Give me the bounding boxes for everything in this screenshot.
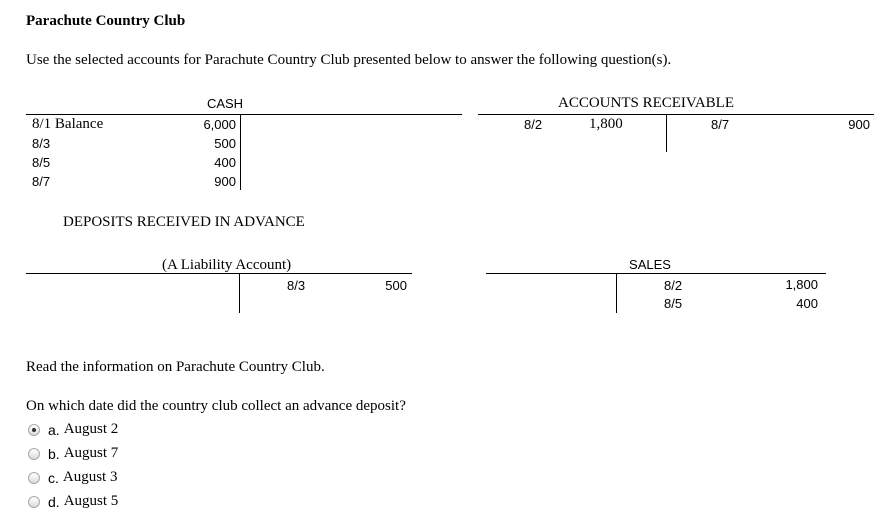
sales-t-horizontal (486, 273, 826, 274)
cash-row-amount: 900 (214, 174, 236, 189)
question-text: On which date did the country club collect an advance deposit? (26, 398, 406, 414)
sales-credit-amount: 400 (796, 296, 818, 311)
cash-row-label: 8/7 (32, 174, 51, 189)
ar-t-vertical (666, 114, 667, 152)
cash-row-amount: 400 (214, 155, 236, 170)
option-letter: d. (48, 493, 60, 510)
deposits-t-horizontal (26, 273, 412, 274)
sales-credit-date: 8/5 (664, 296, 683, 311)
option-letter: c. (48, 469, 59, 486)
option-c[interactable] (28, 469, 117, 486)
deposits-credit-date: 8/3 (287, 278, 306, 293)
ar-debit-amount: 1,800 (589, 116, 623, 132)
ar-credit-amount: 900 (848, 117, 870, 132)
cash-t-horizontal (26, 114, 462, 115)
cash-row-amount: 500 (214, 136, 236, 151)
cash-row-label: 8/1 Balance (32, 116, 104, 132)
option-letter: a. (48, 421, 60, 438)
ar-debit-date: 8/2 (524, 117, 543, 132)
cash-t-vertical (240, 114, 241, 190)
cash-row-label: 8/3 (32, 136, 51, 151)
instructions: Use the selected accounts for Parachute Country Club presented below to answer the following question(s). (26, 52, 672, 68)
option-text: August 2 (63, 421, 119, 437)
radio-button-selected[interactable] (28, 424, 40, 436)
cash-row-amount: 6,000 (203, 117, 236, 132)
sales-credit-amount: 1,800 (785, 277, 818, 292)
read-info-text: Read the information on Parachute Country Club. (26, 359, 325, 375)
cash-row-label: 8/5 (32, 155, 51, 170)
option-a[interactable] (28, 421, 118, 438)
sales-t-vertical (616, 273, 617, 313)
deposits-t-vertical (239, 273, 240, 313)
radio-button[interactable] (28, 496, 40, 508)
cash-account-title: CASH (206, 96, 244, 111)
ar-account-title: ACCOUNTS RECEIVABLE (558, 95, 734, 111)
option-text: August 7 (63, 445, 119, 461)
option-b[interactable] (28, 445, 118, 462)
sales-account-title: SALES (629, 257, 671, 272)
option-letter: b. (48, 445, 60, 462)
option-text: August 3 (62, 469, 118, 485)
ar-credit-date: 8/7 (711, 117, 730, 132)
ar-t-horizontal (478, 114, 874, 115)
radio-button[interactable] (28, 472, 40, 484)
page-title: Parachute Country Club (26, 13, 186, 29)
option-d[interactable] (28, 493, 118, 510)
option-text: August 5 (63, 493, 119, 509)
deposits-account-subtitle: (A Liability Account) (162, 257, 292, 273)
deposits-account-title: DEPOSITS RECEIVED IN ADVANCE (63, 214, 305, 230)
sales-credit-date: 8/2 (664, 278, 683, 293)
deposits-credit-amount: 500 (385, 278, 407, 293)
radio-button[interactable] (28, 448, 40, 460)
